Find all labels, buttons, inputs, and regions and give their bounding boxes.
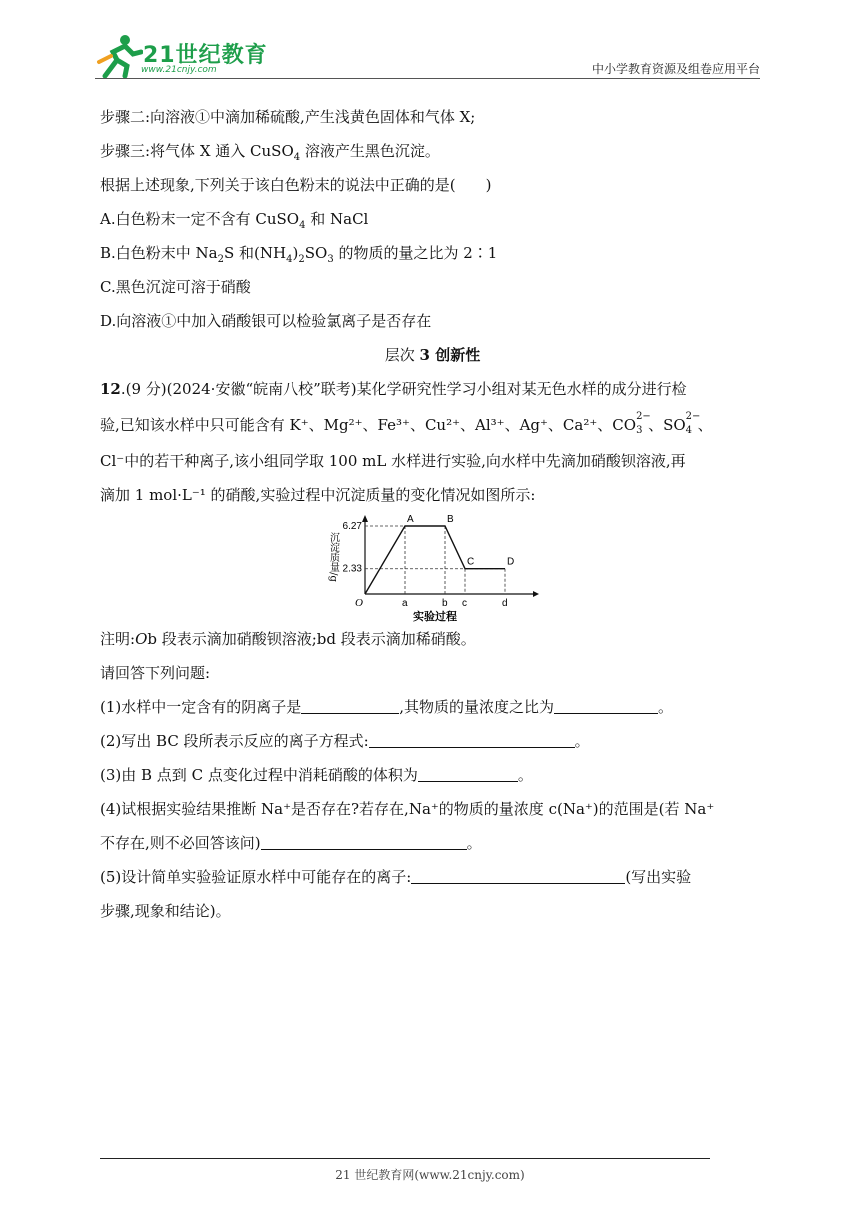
x-axis-arrow xyxy=(533,591,539,597)
footer-divider xyxy=(100,1158,710,1159)
header-divider xyxy=(95,78,760,79)
answer-blank[interactable] xyxy=(369,731,575,748)
q11-option-c: C.黑色沉淀可溶于硝酸 xyxy=(100,278,251,296)
q12-ask: 请回答下列问题: xyxy=(100,664,211,682)
x-tick-label: c xyxy=(462,598,467,609)
point-label: C xyxy=(467,556,475,568)
q12-ion-list: 验,已知该水样中只可能含有 K⁺、Mg²⁺、Fe³⁺、Cu²⁺、Al³⁺、Ag⁺、Ca²⁺、CO 2− 3 、SO 2− 4 、 xyxy=(100,411,713,436)
x-tick-label: d xyxy=(502,598,508,609)
point-label: A xyxy=(407,514,414,525)
precipitate-mass-chart xyxy=(325,512,545,622)
q12-line3: Cl⁻中的若干种离子,该小组同学取 100 mL 水样进行实验,向水样中先滴加硝酸钡溶液,再 xyxy=(100,452,686,470)
q11-step3: 步骤三:将气体 X 通入 CuSO$_4$ 溶液产生黑色沉淀。 xyxy=(100,142,440,163)
page-header xyxy=(95,30,760,80)
section-heading: 层次 3 创新性 xyxy=(384,346,481,364)
y-tick-label: 6.27 xyxy=(342,521,362,532)
q12-part3: (3)由 B 点到 C 点变化过程中消耗硝酸的体积为 。 xyxy=(100,766,533,784)
platform-name: 中小学教育资源及组卷应用平台 xyxy=(591,62,760,76)
origin-label: O xyxy=(355,597,363,609)
x-axis-title: 实验过程 xyxy=(413,610,457,622)
document-body xyxy=(100,100,765,928)
answer-blank[interactable] xyxy=(411,867,625,884)
y-axis-arrow xyxy=(362,515,368,522)
logo-url: www.21cnjy.com xyxy=(141,65,217,75)
logo-text: 21世纪教育 xyxy=(143,43,268,68)
point-label: D xyxy=(507,556,515,568)
q11-step2: 步骤二:向溶液①中滴加稀硫酸,产生浅黄色固体和气体 X; xyxy=(100,108,476,126)
y-tick-label: 2.33 xyxy=(342,563,362,575)
q11-option-a: A.白色粉末一定不含有 CuSO$_4$ 和 NaCl xyxy=(100,210,369,231)
q12-part5-a: (5)设计简单实验验证原水样中可能存在的离子: (写出实验 xyxy=(100,868,692,886)
q12-part1: (1)水样中一定含有的阴离子是 ,其物质的量浓度之比为 。 xyxy=(100,698,674,716)
q11-option-b: B.白色粉末中 $Na_2S$ 和$(NH_4)_2SO_3$ 的物质的量之比为 2∶1 xyxy=(100,244,498,265)
answer-blank[interactable] xyxy=(418,765,518,782)
sulfate-charge: 2− 4 xyxy=(685,411,701,436)
running-figure-icon xyxy=(95,32,143,78)
q12-intro: 12.(9 分)(2024·安徽“皖南八校”联考)某化学研究性学习小组对某无色水样的成分进行检 xyxy=(100,380,687,398)
answer-blank[interactable] xyxy=(554,697,658,714)
q11-option-d: D.向溶液①中加入硝酸银可以检验氯离子是否存在 xyxy=(100,312,432,330)
x-tick-label: b xyxy=(442,598,448,609)
answer-blank[interactable] xyxy=(261,833,467,850)
q12-part5-b: 步骤,现象和结论)。 xyxy=(100,902,231,920)
y-axis-title: 沉淀质量/g xyxy=(327,532,339,582)
data-line xyxy=(365,526,505,594)
page-footer: 21 世纪教育网(www.21cnjy.com) xyxy=(335,1168,525,1182)
q12-part4-b: 不存在,则不必回答该问) 。 xyxy=(100,834,482,852)
x-tick-label: a xyxy=(402,598,408,609)
site-logo xyxy=(95,32,270,78)
q12-note: 注明:Ob 段表示滴加硝酸钡溶液;bd 段表示滴加稀硝酸。 xyxy=(100,630,476,648)
q12-line4: 滴加 1 mol·L⁻¹ 的硝酸,实验过程中沉淀质量的变化情况如图所示: xyxy=(100,486,536,504)
q12-part4-a: (4)试根据实验结果推断 Na⁺是否存在?若存在,Na⁺的物质的量浓度 c(Na⁺)的范围是(若 Na⁺ xyxy=(100,800,715,818)
answer-blank[interactable] xyxy=(301,697,399,714)
chart-area xyxy=(100,512,765,622)
q12-part2: (2)写出 BC 段所表示反应的离子方程式: 。 xyxy=(100,732,590,750)
q11-stem: 根据上述现象,下列关于该白色粉末的说法中正确的是( ) xyxy=(100,176,492,194)
carbonate-charge: 2− 3 xyxy=(636,411,651,436)
point-label: B xyxy=(447,514,454,525)
